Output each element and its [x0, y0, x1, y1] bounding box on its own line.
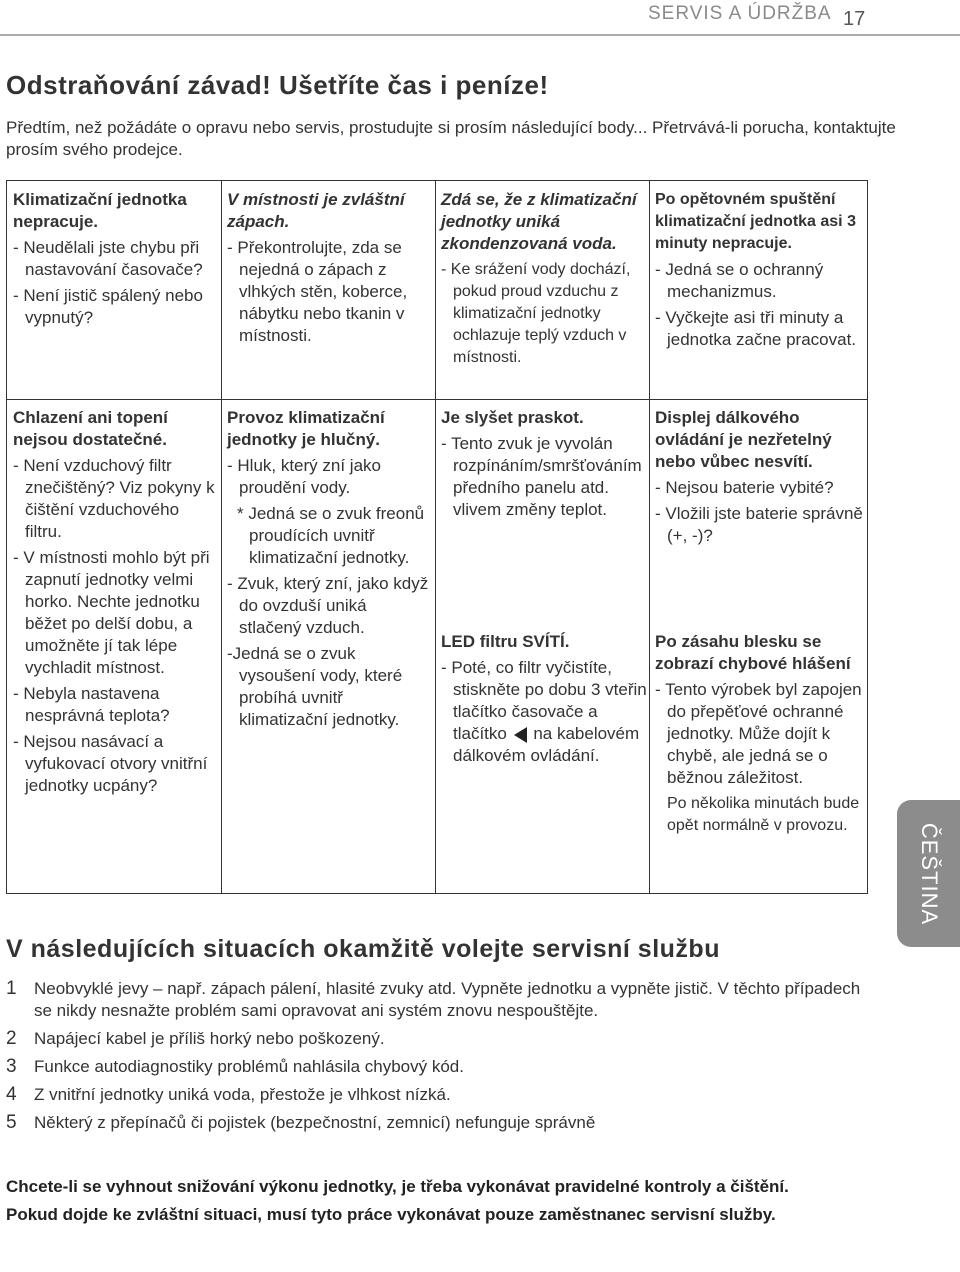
table-divider [435, 181, 436, 893]
cell-unit-not-working [13, 189, 217, 333]
cell-heading: V místnosti je zvláštní zápach. [227, 190, 405, 231]
cell-heading: Klimatizační jednotka nepracuje. [13, 190, 187, 231]
language-tab [897, 800, 960, 947]
cell-strange-odor [227, 189, 431, 351]
page-title: Odstraňování závad! Ušetříte čas i peníze! [6, 70, 549, 100]
cell-item: - Nejsou nasávací a vyfukovací otvory vnitřní jednotky ucpány? [13, 732, 208, 795]
cell-heading: Zdá se, že z klimatizační jednotky uniká zkondenzovaná voda. [441, 190, 637, 253]
cell-item-text: na kabelovém dálkovém ovládání. [453, 724, 640, 765]
cell-heading: Provoz klimatizační jednotky je hlučný. [227, 408, 385, 449]
cell-lightning-error [655, 631, 865, 841]
closing-notes [6, 1176, 866, 1232]
cell-item: - Není vzduchový filtr znečištěný? Viz pokyny k čištění vzduchového filtru. [13, 456, 215, 541]
cell-remote-display [655, 407, 865, 551]
page-number: 17 [843, 8, 866, 30]
list-number: 2 [6, 1028, 17, 1049]
cell-item: - Ke srážení vody dochází, pokud proud vzduchu z klimatizační jednotky ochlazuje teplý vzduch v místnosti. [441, 261, 631, 366]
cell-item: - Zvuk, který zní, jako když do ovzduší uniká stlačený vzduch. [227, 574, 429, 637]
cell-item [441, 657, 647, 767]
list-text: Některý z přepínačů či pojistek (bezpečnostní, zemnicí) nefunguje správně [34, 1113, 596, 1132]
cell-heading: Chlazení ani topení nejsou dostatečné. [13, 408, 168, 449]
cell-item: - Tento výrobek byl zapojen do přepěťové ochranné jednotky. Může dojít k chybě, ale jedná se o běžnou záležitost. [655, 680, 862, 787]
intro-text: Předtím, než požádáte o opravu nebo servis, prostudujte si prosím následující body... Přetrvává-li porucha, kontaktujte prosím svého prodejce. [6, 118, 896, 159]
table-divider [7, 399, 867, 400]
cell-insufficient-cooling [13, 407, 217, 801]
list-number: 3 [6, 1056, 17, 1077]
list-text: Neobvyklé jevy – např. zápach pálení, hlasité zvuky atd. Vypněte jednotku a vypněte jistič. V těchto případech se nikdy nesnažte problém sami opravovat ani systém znovu nespouštějte. [34, 979, 861, 1020]
cell-item: - Neudělali jste chybu při nastavování časovače? [13, 238, 203, 279]
cell-item-text: - Poté, co filtr vyčistíte, stiskněte po dobu 3 vteřin tlačítko časovače a tlačítko [441, 658, 647, 743]
cell-item: - Vložili jste baterie správně (+, -)? [655, 504, 863, 545]
section-label: SERVIS A ÚDRŽBA [648, 3, 832, 24]
cell-noisy-operation [227, 407, 431, 735]
cell-cracking-sound [441, 407, 647, 525]
note-text: Pokud dojde ke zvláštní situaci, musí tyto práce vykonávat pouze zaměstnanec servisní služby. [6, 1205, 776, 1224]
list-item [6, 1112, 866, 1134]
cell-item: - Jedná se o ochranný mechanizmus. [655, 260, 824, 301]
list-text: Z vnitřní jednotky uniká voda, přestože je vlhkost nízká. [34, 1085, 451, 1104]
cell-heading: LED filtru SVÍTÍ. [441, 632, 570, 651]
table-divider [221, 181, 222, 893]
cell-heading: Po zásahu blesku se zobrazí chybové hlášení [655, 632, 851, 673]
table-divider [649, 181, 650, 893]
cell-item: * Jedná se o zvuk freonů proudících uvnitř klimatizační jednotky. [237, 504, 425, 567]
cell-heading: Po opětovném spuštění klimatizační jednotka asi 3 minuty nepracuje. [655, 191, 856, 252]
list-item [6, 1028, 866, 1050]
cell-restart-delay [655, 189, 865, 355]
cell-item: - Překontrolujte, zda se nejedná o zápach z vlhkých stěn, koberce, nábytku nebo tkanin v místnosti. [227, 238, 408, 345]
list-number: 4 [6, 1084, 17, 1105]
list-text: Funkce autodiagnostiky problémů nahlásila chybový kód. [34, 1057, 464, 1076]
cell-item: - V místnosti mohlo být při zapnutí jednotky velmi horko. Nechte jednotku běžet po delší dobu, a umožněte jí tak lépe vychladit místnost. [13, 548, 210, 677]
left-arrow-icon [514, 727, 527, 743]
cell-item: - Tento zvuk je vyvolán rozpínáním/smršťováním předního panelu atd. vlivem změny teplot. [441, 434, 642, 519]
cell-item: -Jedná se o zvuk vysoušení vody, které probíhá uvnitř klimatizační jednotky. [227, 644, 403, 729]
language-tab-label: ČEŠTINA [916, 822, 942, 925]
service-list [6, 978, 866, 1140]
cell-heading: Displej dálkového ovládání je nezřetelný nebo vůbec nesvítí. [655, 408, 832, 471]
list-text: Napájecí kabel je příliš horký nebo poškozený. [34, 1029, 385, 1048]
list-item [6, 1084, 866, 1106]
cell-item: - Nejsou baterie vybité? [655, 478, 834, 497]
list-item [6, 978, 866, 1022]
cell-note: Po několika minutách bude opět normálně v provozu. [667, 795, 860, 834]
section-heading: V následujících situacích okamžitě volejte servisní službu [6, 935, 720, 963]
cell-filter-led [441, 631, 647, 771]
troubleshooting-table [6, 180, 868, 894]
note-text: Chcete-li se vyhnout snižování výkonu jednotky, je třeba vykonávat pravidelné kontroly a čištění. [6, 1177, 789, 1196]
list-number: 1 [6, 978, 17, 999]
cell-item: - Hluk, který zní jako proudění vody. [227, 456, 381, 497]
header-rule [0, 34, 960, 36]
list-item [6, 1056, 866, 1078]
cell-heading: Je slyšet praskot. [441, 408, 584, 427]
cell-item: - Vyčkejte asi tři minuty a jednotka začne pracovat. [655, 308, 857, 349]
list-number: 5 [6, 1112, 17, 1133]
cell-condensed-water [441, 189, 647, 373]
cell-item: - Není jistič spálený nebo vypnutý? [13, 286, 203, 327]
cell-item: - Nebyla nastavena nesprávná teplota? [13, 684, 170, 725]
